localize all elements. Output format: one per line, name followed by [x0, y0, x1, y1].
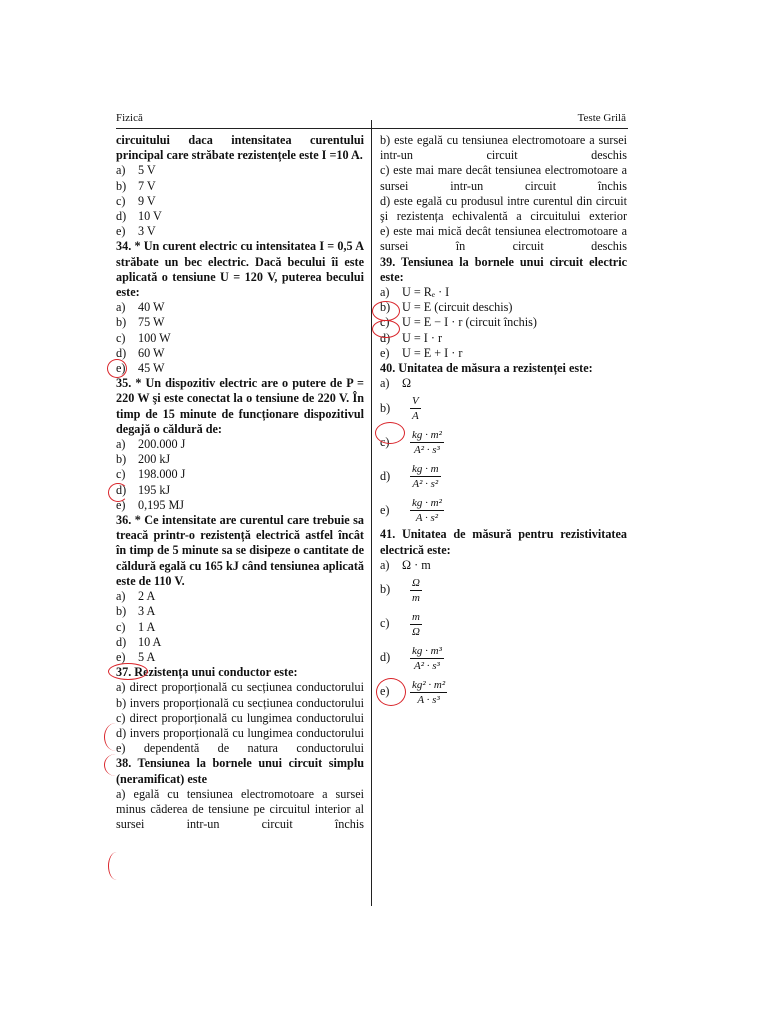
option-letter: e)	[116, 741, 144, 756]
answer-option	[116, 680, 364, 695]
fraction-denominator: m	[412, 591, 420, 604]
option-letter: c)	[116, 330, 126, 345]
option-letter: a)	[116, 163, 126, 178]
option-text: este mai mare decât tensiunea electromotoare a sursei intr-un circuit închis	[380, 163, 628, 193]
option-letter: c)	[116, 710, 130, 725]
left-column	[116, 133, 364, 832]
option-text: este egală cu produsul intre curentul din circuit şi rezistența echivalentă a circuitului exterior	[380, 193, 627, 224]
answer-option	[380, 376, 627, 391]
answer-option	[116, 300, 364, 315]
option-letter: b)	[380, 400, 391, 415]
answer-option	[380, 163, 627, 193]
option-letter: b)	[380, 582, 391, 597]
option-text: Ω · m	[402, 557, 431, 572]
option-letter: b)	[116, 604, 127, 619]
option-text: 60 W	[138, 345, 165, 360]
answer-option	[380, 133, 627, 163]
answer-option	[116, 589, 364, 604]
fraction-numerator: m	[412, 610, 420, 623]
answer-option	[380, 573, 627, 607]
question-text: 39. Tensiunea la bornele unui circuit electric este:	[380, 254, 627, 284]
fraction-numerator: Ω	[412, 576, 420, 589]
option-letter: d)	[380, 468, 391, 483]
fraction-formula	[410, 679, 447, 706]
answer-option	[116, 346, 364, 361]
option-text: 9 V	[138, 193, 156, 208]
fraction-numerator: kg² · m²	[412, 678, 446, 691]
fraction-denominator: A	[412, 409, 419, 422]
fraction-numerator: V	[412, 394, 419, 407]
fraction-denominator: A · s³	[417, 693, 440, 706]
column-divider	[371, 120, 372, 906]
option-text: direct proporțională cu secțiunea conductorului	[129, 680, 365, 695]
answer-option	[116, 726, 364, 741]
fraction-numerator: kg · m²	[412, 428, 442, 441]
answer-option	[116, 179, 364, 194]
question-text: 36. * Ce intensitate are curentul care trebuie sa treacă printr-o rezistență electrică astfel încât în timp de 5 minute sa se disipeze o cantitate de căldură egală cu 165 kJ când tensiunea aplicată este de 110 V.	[116, 513, 364, 588]
answer-option	[116, 635, 364, 650]
answer-option	[116, 209, 364, 224]
answer-option	[380, 641, 627, 675]
option-letter: b)	[380, 133, 395, 147]
answer-option	[380, 493, 627, 527]
answer-option	[116, 361, 364, 376]
answer-option	[116, 711, 364, 726]
answer-option	[380, 194, 627, 224]
answer-option	[116, 467, 364, 482]
option-text: dependentă de natura conductorului	[143, 741, 365, 756]
right-column	[380, 133, 627, 709]
option-letter: a)	[116, 786, 134, 801]
question-text: 34. * Un curent electric cu intensitatea I = 0,5 A străbate un bec electric. Dacă becului îi este aplicată o tensiune U = 120 V, puterea becului este:	[116, 239, 364, 300]
fraction-numerator: kg · m²	[412, 496, 442, 509]
header-section: Teste Grilă	[577, 112, 626, 124]
option-text: 7 V	[138, 178, 156, 193]
header-subject: Fizică	[116, 112, 143, 124]
option-text: 200.000 J	[138, 437, 186, 452]
option-text: 198.000 J	[138, 467, 186, 482]
option-text: 100 W	[138, 330, 171, 345]
option-letter: b)	[116, 315, 127, 330]
option-letter: a)	[116, 300, 126, 315]
option-text: 10 A	[138, 634, 162, 649]
answer-option	[116, 224, 364, 239]
option-text: Ω	[402, 376, 412, 391]
answer-option	[380, 425, 627, 459]
question-text: 40. Unitatea de măsura a rezistenței este:	[380, 361, 593, 376]
option-letter: d)	[116, 209, 127, 224]
option-text: 200 kJ	[138, 452, 171, 467]
answer-option	[116, 437, 364, 452]
option-letter: e)	[380, 224, 394, 239]
option-text: 0,195 MJ	[138, 497, 185, 512]
option-letter: e)	[116, 497, 126, 512]
header-rule	[116, 128, 628, 129]
answer-option	[380, 331, 627, 346]
option-letter: d)	[116, 725, 130, 740]
option-text: 1 A	[138, 619, 156, 634]
answer-option	[380, 675, 627, 709]
option-text: U = E + I · r	[402, 345, 463, 360]
option-text: este egală cu tensiunea electromotoare a sursei intr-un circuit deschis	[380, 133, 627, 163]
option-letter: e)	[116, 224, 126, 239]
fraction-denominator: A² · s²	[412, 477, 439, 490]
option-letter: d)	[116, 345, 127, 360]
option-letter: c)	[380, 434, 390, 449]
option-letter: a)	[116, 437, 126, 452]
option-letter: c)	[116, 467, 126, 482]
answer-option	[380, 391, 627, 425]
option-letter: e)	[380, 502, 390, 517]
option-text: 75 W	[138, 315, 165, 330]
option-letter: c)	[380, 163, 394, 178]
answer-option	[116, 604, 364, 619]
option-letter: c)	[116, 619, 126, 634]
option-text: 3 A	[138, 604, 156, 619]
option-letter: a)	[380, 285, 390, 300]
option-letter: e)	[116, 361, 126, 376]
option-letter: a)	[116, 680, 130, 695]
option-text: invers proporțională cu secțiunea conductorului	[129, 695, 364, 710]
fraction-numerator: kg · m³	[412, 644, 442, 657]
option-letter: e)	[380, 345, 390, 360]
option-text: U = E − I · r (circuit închis)	[402, 315, 537, 330]
option-text: 2 A	[138, 589, 156, 604]
fraction-formula	[410, 463, 441, 490]
option-letter: a)	[116, 589, 126, 604]
answer-option	[116, 787, 364, 833]
answer-option	[380, 558, 627, 573]
answer-option	[116, 650, 364, 665]
fraction-denominator: Ω	[412, 625, 420, 638]
answer-option	[380, 224, 627, 254]
option-text: egală cu tensiunea electromotoare a sursei minus căderea de tensiune pe circuitul interior al sursei intr-un circuit închis	[116, 786, 364, 832]
option-text: este mai mică decât tensiunea electromotoare a sursei în circuit deschis	[380, 224, 628, 254]
answer-option	[116, 483, 364, 498]
answer-option	[380, 315, 627, 330]
question-text: circuitului daca intensitatea curentului principal care străbate rezistențele este I =10 A.	[116, 133, 364, 163]
option-letter: a)	[380, 376, 390, 391]
answer-option	[380, 346, 627, 361]
fraction-formula	[410, 577, 422, 604]
question-text: 38. Tensiunea la bornele unui circuit simplu (neramificat) este	[116, 756, 364, 786]
option-text: U = I · r	[402, 330, 443, 345]
option-letter: c)	[116, 193, 126, 208]
option-text: 5 A	[138, 649, 156, 664]
option-text: 3 V	[138, 224, 156, 239]
question-text: 41. Unitatea de măsură pentru rezistivitatea electrică este:	[380, 527, 627, 557]
answer-option	[116, 620, 364, 635]
option-letter: e)	[116, 649, 126, 664]
option-text: U = Rₑ · I	[402, 285, 450, 300]
fraction-formula	[410, 645, 444, 672]
answer-option	[116, 331, 364, 346]
option-letter: c)	[380, 616, 390, 631]
answer-option	[116, 315, 364, 330]
fraction-denominator: A · s²	[415, 511, 439, 524]
answer-option	[116, 452, 364, 467]
option-text: 45 W	[138, 361, 165, 376]
option-text: 40 W	[138, 300, 165, 315]
fraction-formula	[410, 429, 444, 456]
option-text: U = E (circuit deschis)	[402, 300, 513, 315]
option-letter: b)	[116, 452, 127, 467]
option-letter: d)	[380, 650, 391, 665]
answer-option	[380, 285, 627, 300]
answer-option	[380, 607, 627, 641]
fraction-formula	[410, 395, 421, 422]
question-text: 37. Rezistența unui conductor este:	[116, 665, 298, 680]
fraction-denominator: A² · s³	[414, 443, 440, 456]
question-text: 35. * Un dispozitiv electric are o putere de P = 220 W şi este conectat la o tensiune de 220 V. În timp de 15 minute de funcționare dispozitivul degajă o căldură de:	[116, 376, 364, 436]
option-letter: c)	[380, 315, 390, 330]
answer-option	[116, 194, 364, 209]
answer-option	[116, 163, 364, 178]
option-letter: b)	[116, 695, 130, 710]
answer-option	[116, 498, 364, 513]
answer-mark-38-a	[108, 852, 125, 880]
fraction-formula	[410, 497, 444, 524]
option-text: invers proporțională cu lungimea conductorului	[129, 725, 364, 740]
answer-option	[380, 459, 627, 493]
option-text: direct proporțională cu lungimea conductorului	[129, 710, 365, 725]
fraction-denominator: A² · s³	[414, 659, 440, 672]
answer-option	[116, 741, 364, 756]
option-letter: d)	[116, 482, 127, 497]
answer-option	[116, 696, 364, 711]
option-letter: d)	[116, 634, 127, 649]
option-letter: b)	[116, 178, 127, 193]
option-letter: a)	[380, 557, 390, 572]
option-text: 10 V	[138, 209, 162, 224]
answer-option	[380, 300, 627, 315]
option-text: 5 V	[138, 163, 156, 178]
option-text: 195 kJ	[138, 482, 171, 497]
fraction-numerator: kg · m	[412, 462, 439, 475]
option-letter: d)	[380, 193, 394, 208]
option-letter: d)	[380, 330, 391, 345]
option-letter: e)	[380, 684, 390, 699]
fraction-formula	[410, 611, 422, 638]
option-letter: b)	[380, 300, 391, 315]
